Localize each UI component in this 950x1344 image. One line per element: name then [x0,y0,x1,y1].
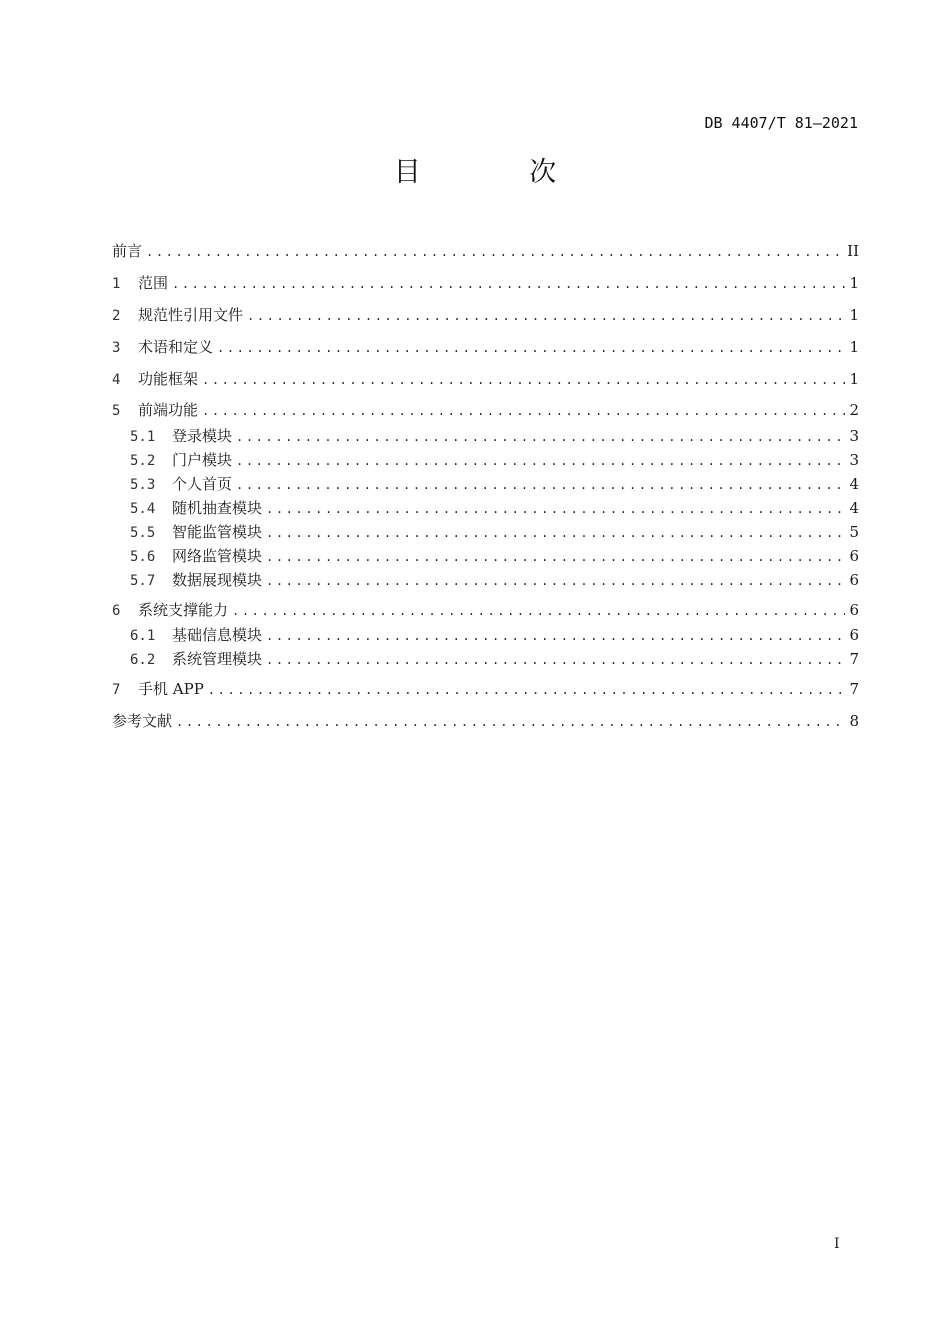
toc-label: 数据展现模块 [172,571,263,589]
toc-number: 3 [112,340,121,356]
toc-label: 参考文献 [112,712,173,730]
toc-page: 7 [849,650,859,668]
toc-leader [266,547,845,567]
document-code: DB 4407/T 81—2021 [704,114,858,132]
toc-number: 5.7 [130,573,156,589]
toc-page: 6 [849,571,859,589]
toc-number: 7 [112,682,121,698]
toc-label: 前端功能 [138,401,199,419]
toc-page: 3 [849,451,859,469]
toc-entry-5-4[interactable] [130,498,859,519]
toc-leader [146,242,843,262]
toc-number: 5.4 [130,501,156,517]
toc-number: 6.1 [130,628,156,644]
toc-number: 5.3 [130,477,156,493]
toc-leader [208,680,846,700]
toc-title: 目 次 [393,157,607,188]
toc-page: 2 [849,401,859,419]
toc-label: 规范性引用文件 [138,306,244,324]
toc-entry-references[interactable] [112,711,859,732]
toc-number: 5.5 [130,525,156,541]
toc-entry-4[interactable] [112,369,859,390]
toc-number: 5.2 [130,453,156,469]
toc-number: 2 [112,308,121,324]
toc-label: 随机抽查模块 [172,499,263,517]
toc-page: II [847,242,859,260]
toc-page: 6 [849,601,859,619]
toc-number: 6.2 [130,652,156,668]
toc-number: 5.6 [130,549,156,565]
toc-entry-5-6[interactable] [130,546,859,567]
toc-entry-3[interactable] [112,337,859,358]
toc-number: 5 [112,403,121,419]
toc-entry-6-2[interactable] [130,649,859,670]
toc-label: 手机 APP [138,680,204,698]
toc-entry-5-2[interactable] [130,450,859,471]
toc-entry-7[interactable] [112,679,859,700]
toc-entry-6-1[interactable] [130,625,859,646]
toc-label: 登录模块 [172,427,233,445]
toc-leader [176,712,845,732]
toc-leader [202,401,845,421]
toc-label: 系统支撑能力 [138,601,229,619]
toc-entry-2[interactable] [112,305,859,326]
toc-page: 4 [849,475,859,493]
toc-page: 1 [849,370,859,388]
toc-label: 门户模块 [172,451,233,469]
toc-label: 智能监管模块 [172,523,263,541]
toc-label: 基础信息模块 [172,626,263,644]
toc-entry-preface[interactable] [112,241,859,262]
toc-number: 1 [112,276,121,292]
toc-page: 7 [849,680,859,698]
toc-leader [266,626,845,646]
toc-page: 4 [849,499,859,517]
toc-page: 8 [849,712,859,730]
toc-label: 网络监管模块 [172,547,263,565]
toc-entry-5-3[interactable] [130,474,859,495]
toc-page: 1 [849,306,859,324]
toc-page: 6 [849,626,859,644]
toc-page: 1 [849,274,859,292]
toc-leader [202,370,845,390]
toc-page: 5 [849,523,859,541]
toc-leader [232,601,845,621]
toc-entry-5-5[interactable] [130,522,859,543]
toc-number: 5.1 [130,429,156,445]
toc-entry-1[interactable] [112,273,859,294]
toc-entry-5-7[interactable] [130,570,859,591]
toc-label: 范围 [138,274,169,292]
toc-page: 1 [849,338,859,356]
toc-label: 功能框架 [138,370,199,388]
toc-label: 前言 [112,242,143,260]
toc-entry-5[interactable] [112,400,859,421]
toc-number: 4 [112,372,121,388]
toc-entry-5-1[interactable] [130,426,859,447]
toc-leader [236,427,845,447]
toc-leader [266,571,845,591]
toc-page: 6 [849,547,859,565]
page-number: I [834,1236,840,1252]
toc-label: 术语和定义 [138,338,214,356]
toc-leader [172,274,845,294]
toc-page: 3 [849,427,859,445]
toc-leader [266,650,845,670]
toc-leader [236,451,845,471]
toc-leader [217,338,845,358]
toc-leader [247,306,845,326]
toc-leader [266,499,845,519]
toc-label: 系统管理模块 [172,650,263,668]
toc-leader [236,475,845,495]
toc-entry-6[interactable] [112,600,859,621]
toc-leader [266,523,845,543]
toc-label: 个人首页 [172,475,233,493]
toc-number: 6 [112,603,121,619]
